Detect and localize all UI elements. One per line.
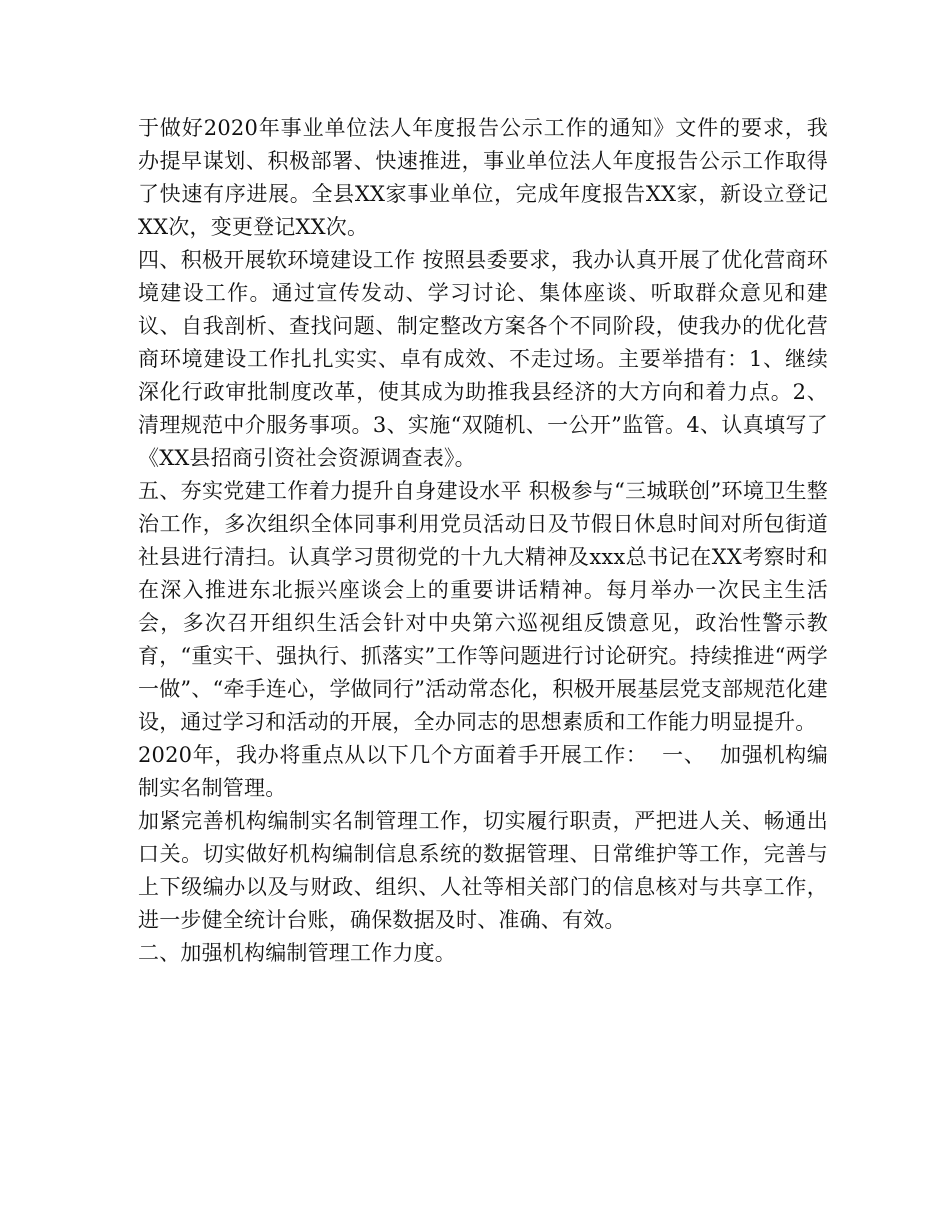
paragraph-party-building: 五、夯实党建工作着力提升自身建设水平 积极参与“三城联创”环境卫生整治工作，多次组织全体同事利用党员活动日及节假日休息时间对所包街道社县进行清扫。认真学习贯彻党的十九大精神及xxx总书记在XX考察时和在深入推进东北振兴座谈会上的重要讲话精神。每月举办一次民主生活会，多次召开组织生活会针对中央第六巡视组反馈意见，政治性警示教育，“重实干、强执行、抓落实”工作等问题进行讨论研究。持续推进“两学一做”、“牵手连心，学做同行”活动常态化，积极开展基层党支部规范化建设，通过学习和活动的开展，全办同志的思想素质和工作能力明显提升。 [138,479,829,734]
document-body [138,112,828,970]
paragraph-real-name-management: 加紧完善机构编制实名制管理工作，切实履行职责，严把进人关、畅通出口关。切实做好机构编制信息系统的数据管理、日常维护等工作，完善与上下级编办以及与财政、组织、人社等相关部门的信息核对与共享工作，进一步健全统计台账，确保数据及时、准确、有效。 [138,809,828,932]
paragraph-2020-plan: 2020年，我办将重点从以下几个方面着手开展工作： 一、 加强机构编制实名制管理。 [138,743,828,800]
paragraph-soft-environment: 四、积极开展软环境建设工作 按照县委要求，我办认真开展了优化营商环境建设工作。通过宣传发动、学习讨论、集体座谈、听取群众意见和建议、自我剖析、查找问题、制定整改方案各个不同阶段，使我办的优化营商环境建设工作扎扎实实、卓有成效、不走过场。主要举措有：1、继续深化行政审批制度改革，使其成为助推我县经济的大方向和着力点。2、清理规范中介服务事项。3、实施“双随机、一公开”监管。4、认真填写了《XX县招商引资社会资源调查表》。 [138,248,828,470]
paragraph-management-strength: 二、加强机构编制管理工作力度。 [138,941,456,965]
paragraph-annual-report: 于做好2020年事业单位法人年度报告公示工作的通知》文件的要求，我办提早谋划、积极部署、快速推进，事业单位法人年度报告公示工作取得了快速有序进展。全县XX家事业单位，完成年度报告XX家，新设立登记XX次，变更登记XX次。 [138,116,828,239]
